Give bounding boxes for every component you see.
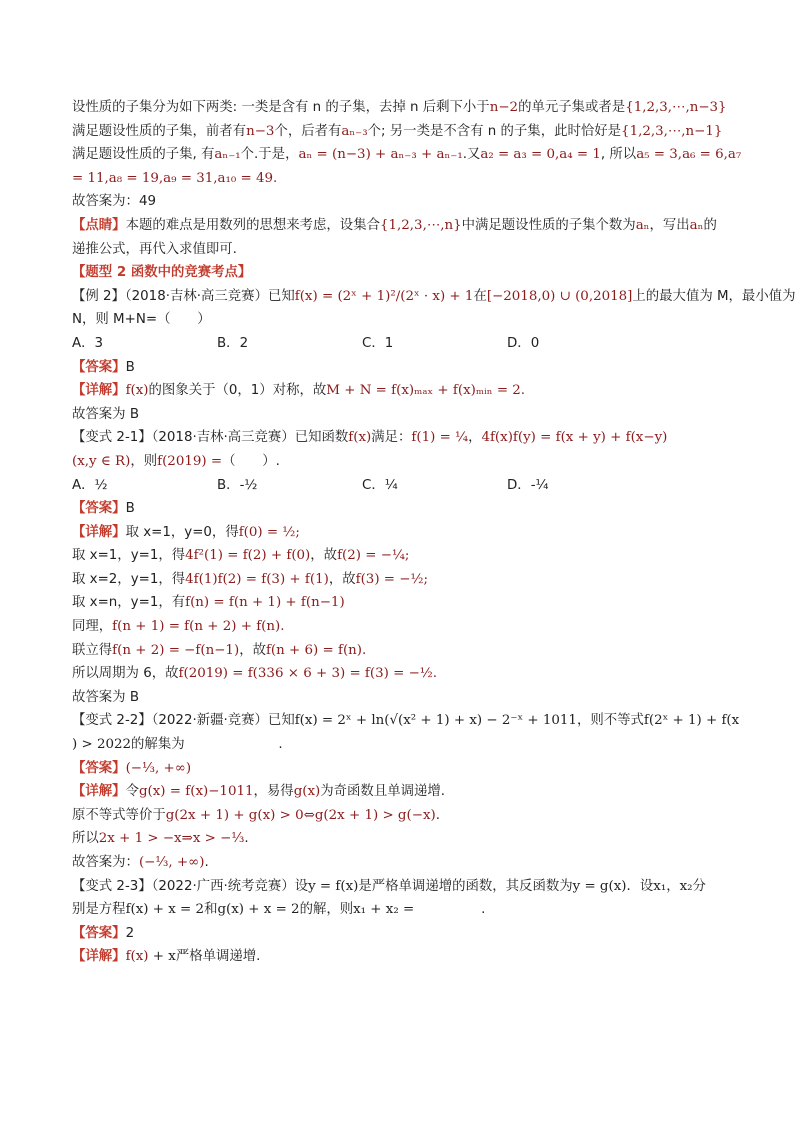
text-run: 在 — [473, 288, 487, 304]
text-run: 取 x=1，y=0，得 — [125, 524, 239, 540]
text-run: （ ）. — [222, 453, 280, 469]
math-expression: 4f(1)f(2) = f(3) + f(1) — [185, 571, 329, 587]
text-line — [72, 639, 724, 663]
text-run: ， — [666, 878, 680, 894]
math-expression: y = f(x) — [308, 878, 359, 894]
text-line — [72, 780, 724, 804]
answer-option: D．0 — [507, 335, 540, 351]
text-run: 联立得 — [72, 642, 113, 658]
math-expression: f(3) = −½; — [355, 571, 428, 587]
math-expression: y = g(x) — [572, 878, 627, 894]
text-run: 故答案为：49 — [72, 194, 156, 210]
text-run: ．设 — [626, 878, 654, 894]
math-expression: (−⅓, +∞) — [138, 855, 205, 870]
text-run: 别是方程 — [72, 902, 126, 918]
text-run: ， — [468, 430, 482, 446]
text-run: 取 x=n，y=1，有 — [72, 595, 186, 611]
text-line — [72, 261, 724, 285]
text-line — [72, 544, 724, 568]
text-run: 取 x=1，y=1，得 — [72, 548, 186, 564]
math-expression: (−⅓, +∞) — [125, 760, 192, 776]
text-line — [72, 308, 724, 332]
text-run: 递推公式，再代入求值即可. — [72, 241, 237, 257]
text-run: 所以周期为 6，故 — [72, 666, 179, 682]
section-tag: 【详解】 — [72, 383, 126, 399]
text-run: . — [204, 855, 209, 870]
text-line — [72, 875, 724, 899]
section-tag: 【答案】 — [72, 501, 126, 517]
answer-option: C．1 — [362, 335, 394, 351]
math-expression: aₙ — [689, 217, 704, 233]
text-line — [72, 922, 724, 946]
text-run: 【变式 2-1】（2018·吉林·高三竞赛）已知函数 — [72, 430, 349, 446]
section-tag: 【点睛】 — [72, 217, 126, 233]
text-run: N，则 M+N=（ ） — [72, 312, 211, 328]
text-run: .又 — [462, 147, 481, 163]
math-expression: f(x) — [125, 949, 149, 965]
text-line — [72, 662, 724, 686]
text-line — [72, 403, 724, 427]
text-run: B — [125, 359, 135, 375]
text-line — [72, 190, 724, 214]
text-run: . — [414, 902, 486, 918]
text-line — [72, 686, 724, 710]
text-line — [72, 96, 727, 120]
text-run: 2 — [125, 925, 135, 941]
answer-options — [72, 474, 724, 498]
text-run: 和 — [204, 902, 218, 918]
answer-option: D．-¼ — [507, 477, 549, 493]
answer-option: C．¼ — [362, 477, 398, 493]
section-tag: 【题型 2 函数中的竞赛考点】 — [72, 265, 252, 281]
text-run: . — [435, 807, 440, 823]
math-expression: f(x) + x = 2 — [125, 902, 205, 918]
text-run: 【例 2】（2018·吉林·高三竞赛）已知 — [72, 288, 295, 304]
math-expression: aₙ = (n−3) + aₙ₋₃ + aₙ₋₁ — [298, 147, 463, 163]
text-line — [72, 450, 724, 474]
text-run: 个.于是， — [240, 147, 299, 163]
math-expression: {1,2,3,⋯,n−3} — [625, 100, 727, 115]
math-expression: + x — [148, 949, 176, 965]
section-tag: 【详解】 — [72, 524, 126, 540]
math-expression: {1,2,3,⋯,n} — [379, 217, 462, 233]
text-run: ，故 — [310, 548, 338, 564]
section-tag: 【答案】 — [72, 925, 126, 941]
text-run: 故答案为： — [72, 855, 139, 870]
text-run: 上的最大值为 M，最小值为 — [632, 288, 796, 304]
text-run: 【变式 2-3】（2022·广西·统考竞赛）设 — [72, 878, 309, 894]
text-line — [72, 426, 724, 450]
text-line — [72, 120, 724, 144]
answer-option: B．2 — [217, 335, 249, 351]
text-run: 设性质的子集分为如下两类: 一类是含有 n 的子集，去掉 n 后剩下小于 — [72, 100, 490, 115]
text-run: 个; 另一类是不含有 n 的子集，此时恰好是 — [367, 123, 622, 139]
text-run: 是严格单调递增的函数，其反函数为 — [358, 878, 573, 894]
math-expression: = 11,a₈ = 19,a₉ = 31,a₁₀ = 49. — [72, 170, 278, 186]
math-expression: aₙ₋₁ — [214, 147, 241, 163]
text-run: , 所以 — [600, 147, 637, 163]
text-run: 满足题设性质的子集，前者有 — [72, 123, 247, 139]
text-line — [72, 167, 724, 191]
document-body — [72, 96, 796, 969]
text-run: 满足题设性质的子集, 有 — [72, 147, 215, 163]
text-run: ，则不等式 — [576, 713, 644, 729]
text-run: 个，后者有 — [274, 123, 342, 139]
text-run: 的图象关于（0，1）对称，故 — [148, 383, 327, 399]
math-expression: f(2019) = f(336 × 6 + 3) = f(3) = −½. — [178, 666, 438, 682]
math-expression: M + N = f(x)ₘₐₓ + f(x)ₘᵢₙ = 2. — [326, 383, 526, 399]
answer-option: A．3 — [72, 335, 104, 351]
math-expression: g(x) — [293, 784, 321, 800]
math-expression: f(x) = (2ˣ + 1)²/(2ˣ · x) + 1 — [294, 288, 474, 304]
text-run: 令 — [125, 784, 139, 800]
math-expression: [−2018,0) ∪ (0,2018] — [486, 288, 633, 304]
section-tag: 【详解】 — [72, 949, 126, 965]
math-expression: n−3 — [246, 123, 275, 139]
answer-options — [72, 332, 724, 356]
math-expression: ) > 2022 — [72, 737, 132, 753]
text-line — [72, 143, 742, 167]
math-expression: x₁ — [653, 878, 667, 894]
text-line — [72, 898, 724, 922]
math-expression: f(1) = ¼ — [411, 430, 469, 446]
text-run: 同理， — [72, 619, 113, 635]
text-run: ，则 — [130, 453, 158, 469]
math-expression: a₂ = a₃ = 0,a₄ = 1 — [480, 147, 601, 163]
section-tag: 【答案】 — [72, 359, 126, 375]
text-line — [72, 591, 724, 615]
text-line — [72, 238, 724, 262]
text-line — [72, 827, 724, 851]
text-run: 所以 — [72, 831, 99, 847]
text-run: ，故 — [328, 571, 356, 587]
math-expression: 4f²(1) = f(2) + f(0) — [185, 548, 311, 564]
answer-option: B．-½ — [217, 477, 258, 493]
math-expression: g(2x + 1) + g(x) > 0⇔g(2x + 1) > g(−x) — [165, 807, 436, 823]
text-run: B — [125, 501, 135, 517]
text-line — [72, 851, 724, 875]
text-run: 【变式 2-2】（2022·新疆·竞赛）已知 — [72, 713, 295, 729]
text-run: 的解，则 — [299, 902, 354, 918]
text-line — [72, 804, 724, 828]
text-run: 本题的难点是用数列的思想来考虑，设集合 — [125, 217, 380, 233]
text-run: ，易得 — [253, 784, 294, 800]
math-expression: f(n + 2) = −f(n−1) — [112, 642, 240, 658]
math-expression: g(x) + x = 2 — [217, 902, 300, 918]
text-line — [72, 568, 724, 592]
section-tag: 【详解】 — [72, 784, 126, 800]
text-run: 的 — [703, 217, 717, 233]
text-line — [72, 615, 724, 639]
text-line — [72, 521, 724, 545]
answer-option: A．½ — [72, 477, 108, 493]
math-expression: {1,2,3,⋯,n−1} — [621, 123, 723, 139]
text-line — [72, 285, 796, 309]
math-expression: f(2019) = — [157, 453, 223, 469]
text-line — [72, 379, 724, 403]
math-expression: g(x) = f(x)−1011 — [138, 784, 254, 800]
text-run: 故答案为 B — [72, 689, 140, 705]
text-line — [72, 709, 740, 733]
text-run: 取 x=2，y=1，得 — [72, 571, 186, 587]
text-run: 故答案为 B — [72, 406, 140, 422]
math-expression: f(x) — [348, 430, 372, 446]
text-run: . — [244, 831, 249, 847]
section-tag: 【答案】 — [72, 760, 126, 776]
text-run: 原不等式等价于 — [72, 807, 166, 823]
math-expression: a₅ = 3,a₆ = 6,a₇ — [636, 147, 742, 163]
math-expression: (x,y ∈ R) — [72, 453, 131, 469]
text-run: 满足： — [371, 430, 412, 446]
text-run: 分 — [692, 878, 706, 894]
text-run: 严格单调递增. — [175, 949, 261, 965]
text-run: 的单元子集或者是 — [518, 100, 626, 115]
text-line — [72, 945, 724, 969]
text-run: 为奇函数且单调递增. — [320, 784, 446, 800]
text-run: ，写出 — [649, 217, 690, 233]
math-expression: n−2 — [489, 100, 519, 115]
text-line — [72, 757, 724, 781]
math-expression: f(0) = ½; — [238, 524, 300, 540]
math-expression: aₙ — [635, 217, 650, 233]
text-line — [72, 356, 724, 380]
math-expression: f(n + 1) = f(n + 2) + f(n). — [112, 619, 285, 635]
text-line — [72, 214, 724, 238]
math-expression: x₁ + x₂ = — [353, 902, 415, 918]
math-expression: aₙ₋₃ — [341, 123, 368, 139]
text-line — [72, 497, 724, 521]
math-expression: 2x + 1 > −x⇒x > −⅓ — [98, 831, 245, 847]
text-run: 中满足题设性质的子集个数为 — [461, 217, 636, 233]
text-line — [72, 733, 724, 757]
math-expression: f(x) = 2ˣ + ln(√(x² + 1) + x) − 2⁻ˣ + 1011 — [294, 713, 577, 729]
math-expression: f(2) = −¼; — [337, 548, 410, 564]
math-expression: f(x) — [125, 383, 149, 399]
math-expression: 4f(x)f(y) = f(x + y) + f(x−y) — [481, 430, 668, 446]
math-expression: x₂ — [679, 878, 693, 894]
math-expression: f(2ˣ + 1) + f(x — [643, 713, 740, 729]
text-run: ，故 — [239, 642, 266, 658]
math-expression: f(n) = f(n + 1) + f(n−1) — [185, 595, 345, 611]
text-run: 的解集为 . — [131, 737, 283, 753]
math-expression: f(n + 6) = f(n). — [265, 642, 367, 658]
